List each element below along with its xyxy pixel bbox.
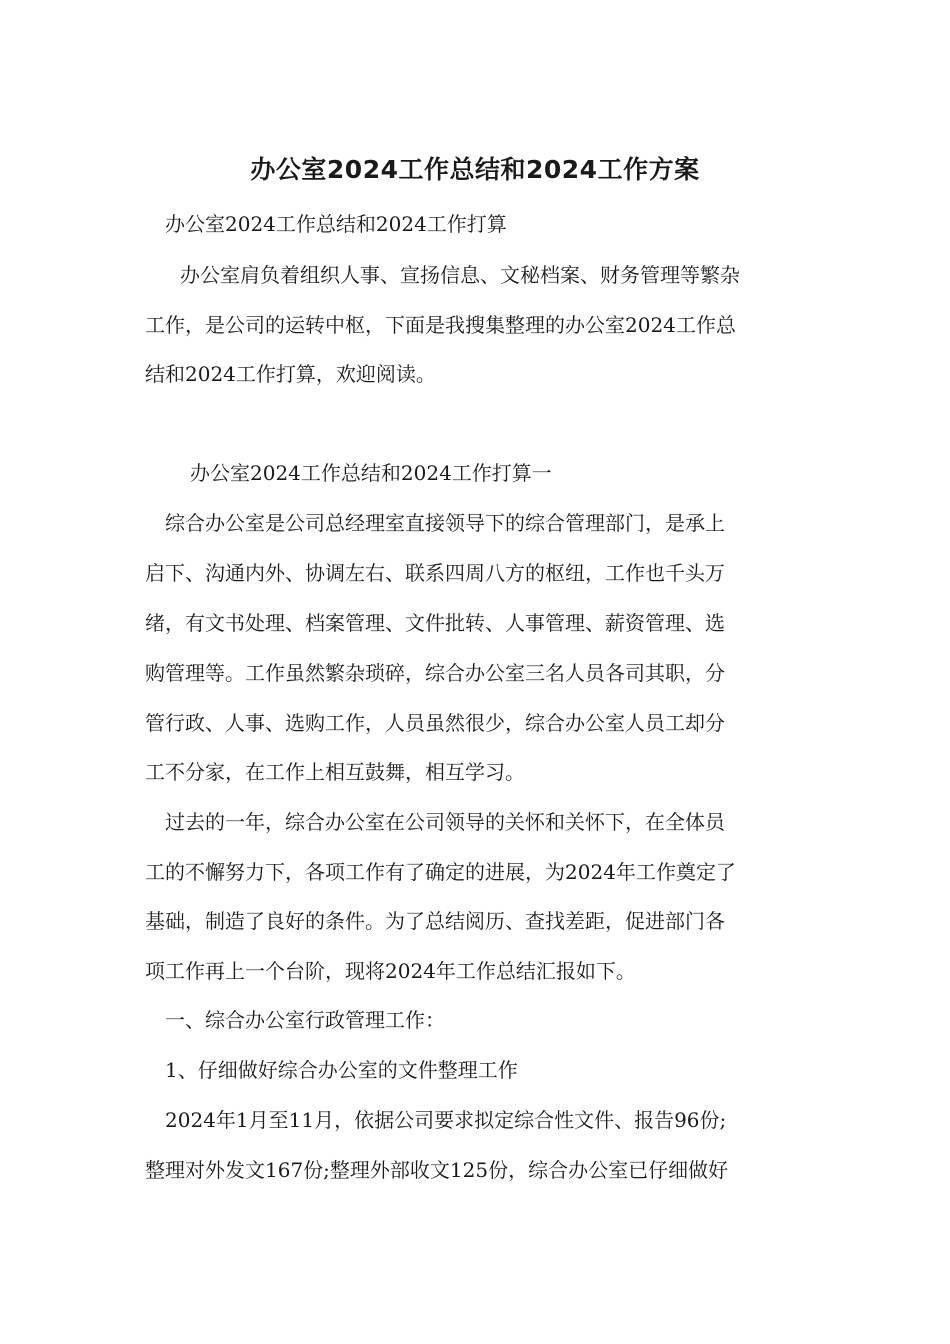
para2-line-3: 基础，制造了良好的条件。为了总结阅历、查找差距，促进部门各 (145, 909, 725, 933)
para2-line-2: 工的不懈努力下，各项工作有了确定的进展，为2024年工作奠定了 (145, 860, 736, 884)
para2-line-1: 过去的一年，综合办公室在公司领导的关怀和关怀下，在全体员 (165, 810, 725, 834)
para2-line-4: 项工作再上一个台阶，现将2024年工作总结汇报如下。 (145, 959, 636, 983)
document-subtitle: 办公室2024工作总结和2024工作打算 (165, 212, 507, 236)
para1-line-1: 综合办公室是公司总经理室直接领导下的综合管理部门，是承上 (165, 511, 725, 535)
para1-line-4: 购管理等。工作虽然繁杂琐碎，综合办公室三名人员各司其职，分 (145, 661, 725, 685)
intro-line-1: 办公室肩负着组织人事、宣扬信息、文秘档案、财务管理等繁杂 (180, 263, 740, 287)
document-title: 办公室2024工作总结和2024工作方案 (250, 155, 700, 184)
section-heading: 办公室2024工作总结和2024工作打算一 (190, 461, 552, 485)
intro-line-2: 工作，是公司的运转中枢，下面是我搜集整理的办公室2024工作总 (145, 313, 736, 337)
para1-line-6: 工不分家，在工作上相互鼓舞，相互学习。 (145, 760, 525, 784)
para3-line-2: 整理对外发文167份;整理外部收文125份，综合办公室已仔细做好 (145, 1158, 729, 1182)
para1-line-5: 管行政、人事、选购工作，人员虽然很少，综合办公室人员工却分 (145, 711, 725, 735)
para1-line-2: 启下、沟通内外、协调左右、联系四周八方的枢纽，工作也千头万 (145, 561, 725, 585)
heading-one: 一、综合办公室行政管理工作： (165, 1008, 445, 1032)
heading-one-one: 1、仔细做好综合办公室的文件整理工作 (165, 1058, 518, 1082)
intro-line-3: 结和2024工作打算，欢迎阅读。 (145, 362, 436, 386)
para3-line-1: 2024年1月至11月，依据公司要求拟定综合性文件、报告96份; (165, 1108, 727, 1132)
para1-line-3: 绪，有文书处理、档案管理、文件批转、人事管理、薪资管理、选 (145, 611, 725, 635)
